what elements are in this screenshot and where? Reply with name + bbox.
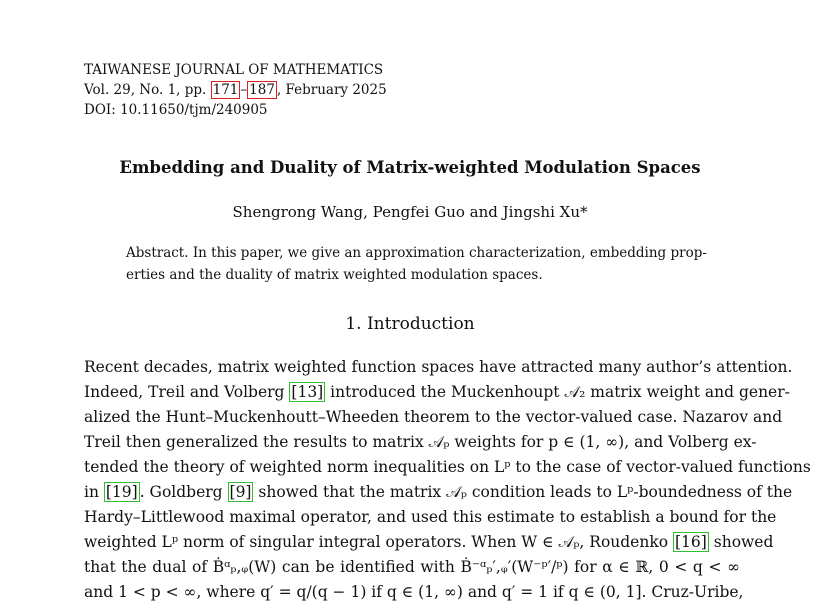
body-line-6b: . Goldberg	[139, 483, 228, 501]
journal-header	[84, 60, 387, 120]
citation-13-link[interactable]: [13]	[291, 383, 324, 401]
citation-9-link[interactable]: [9]	[229, 483, 252, 501]
body-line-7: Hardy–Littlewood maximal operator, and used this estimate to establish a bound for the	[84, 508, 777, 526]
citation-19-link[interactable]: [19]	[105, 483, 138, 501]
volume-prefix: Vol. 29, No. 1, pp.	[84, 82, 211, 98]
body-line-8a: weighted Lᵖ norm of singular integral operators. When W ∈ 𝒜ₚ, Roudenko	[84, 533, 673, 551]
volume-line	[84, 80, 387, 100]
abstract-line-1	[126, 242, 707, 264]
body-line-8	[84, 530, 774, 555]
body-line-6	[84, 480, 793, 505]
body-line-6c: showed that the matrix 𝒜ₚ condition leads to Lᵖ-boundedness of the	[253, 483, 793, 501]
paper-authors: Shengrong Wang, Pengfei Guo and Jingshi Xu*	[232, 203, 588, 221]
body-line-6a: in	[84, 483, 104, 501]
page-end-link[interactable]: 187	[249, 82, 275, 98]
paper-title: Embedding and Duality of Matrix-weighted Modulation Spaces	[119, 158, 701, 177]
body-line-8b: showed	[708, 533, 774, 551]
page-separator: –	[240, 82, 248, 98]
body-text	[84, 355, 811, 605]
body-line-2	[84, 380, 790, 405]
body-line-10: and 1 < p < ∞, where q′ = q/(q − 1) if q ∈ (1, ∞) and q′ = 1 if q ∈ (0, 1]. Cruz-Uribe,	[84, 583, 744, 601]
abstract-label: Abstract.	[126, 245, 189, 261]
abstract-line-2: erties and the duality of matrix weighted modulation spaces.	[126, 267, 543, 283]
abstract	[126, 242, 707, 286]
citation-16-link[interactable]: [16]	[675, 533, 707, 551]
body-line-1: Recent decades, matrix weighted function spaces have attracted many author’s attention.	[84, 358, 793, 376]
body-line-3: alized the Hunt–Muckenhoutt–Wheeden theorem to the vector-valued case. Nazarov and	[84, 408, 783, 426]
body-line-5: tended the theory of weighted norm inequalities on Lᵖ to the case of vector-valued functions	[84, 458, 811, 476]
journal-name: TAIWANESE JOURNAL OF MATHEMATICS	[84, 62, 384, 78]
body-line-4: Treil then generalized the results to matrix 𝒜ₚ weights for p ∈ (1, ∞), and Volberg ex-	[84, 433, 757, 451]
body-line-2a: Indeed, Treil and Volberg	[84, 383, 290, 401]
page-start-link[interactable]: 171	[212, 82, 239, 98]
body-line-2b: introduced the Muckenhoupt 𝒜₂ matrix weight and gener-	[325, 383, 790, 401]
abstract-text-1: In this paper, we give an approximation characterization, embedding prop-	[192, 245, 707, 261]
date-suffix: , February 2025	[276, 82, 387, 98]
body-line-9: that the dual of Ḃᵅₚ,ᵩ(W) can be identified with Ḃ⁻ᵅₚ′,ᵩ′(W⁻ᵖ′/ᵖ) for α ∈ ℝ, 0 < q < ∞	[84, 558, 740, 576]
section-heading: 1. Introduction	[345, 314, 475, 334]
doi-line: DOI: 10.11650/tjm/240905	[84, 102, 268, 118]
